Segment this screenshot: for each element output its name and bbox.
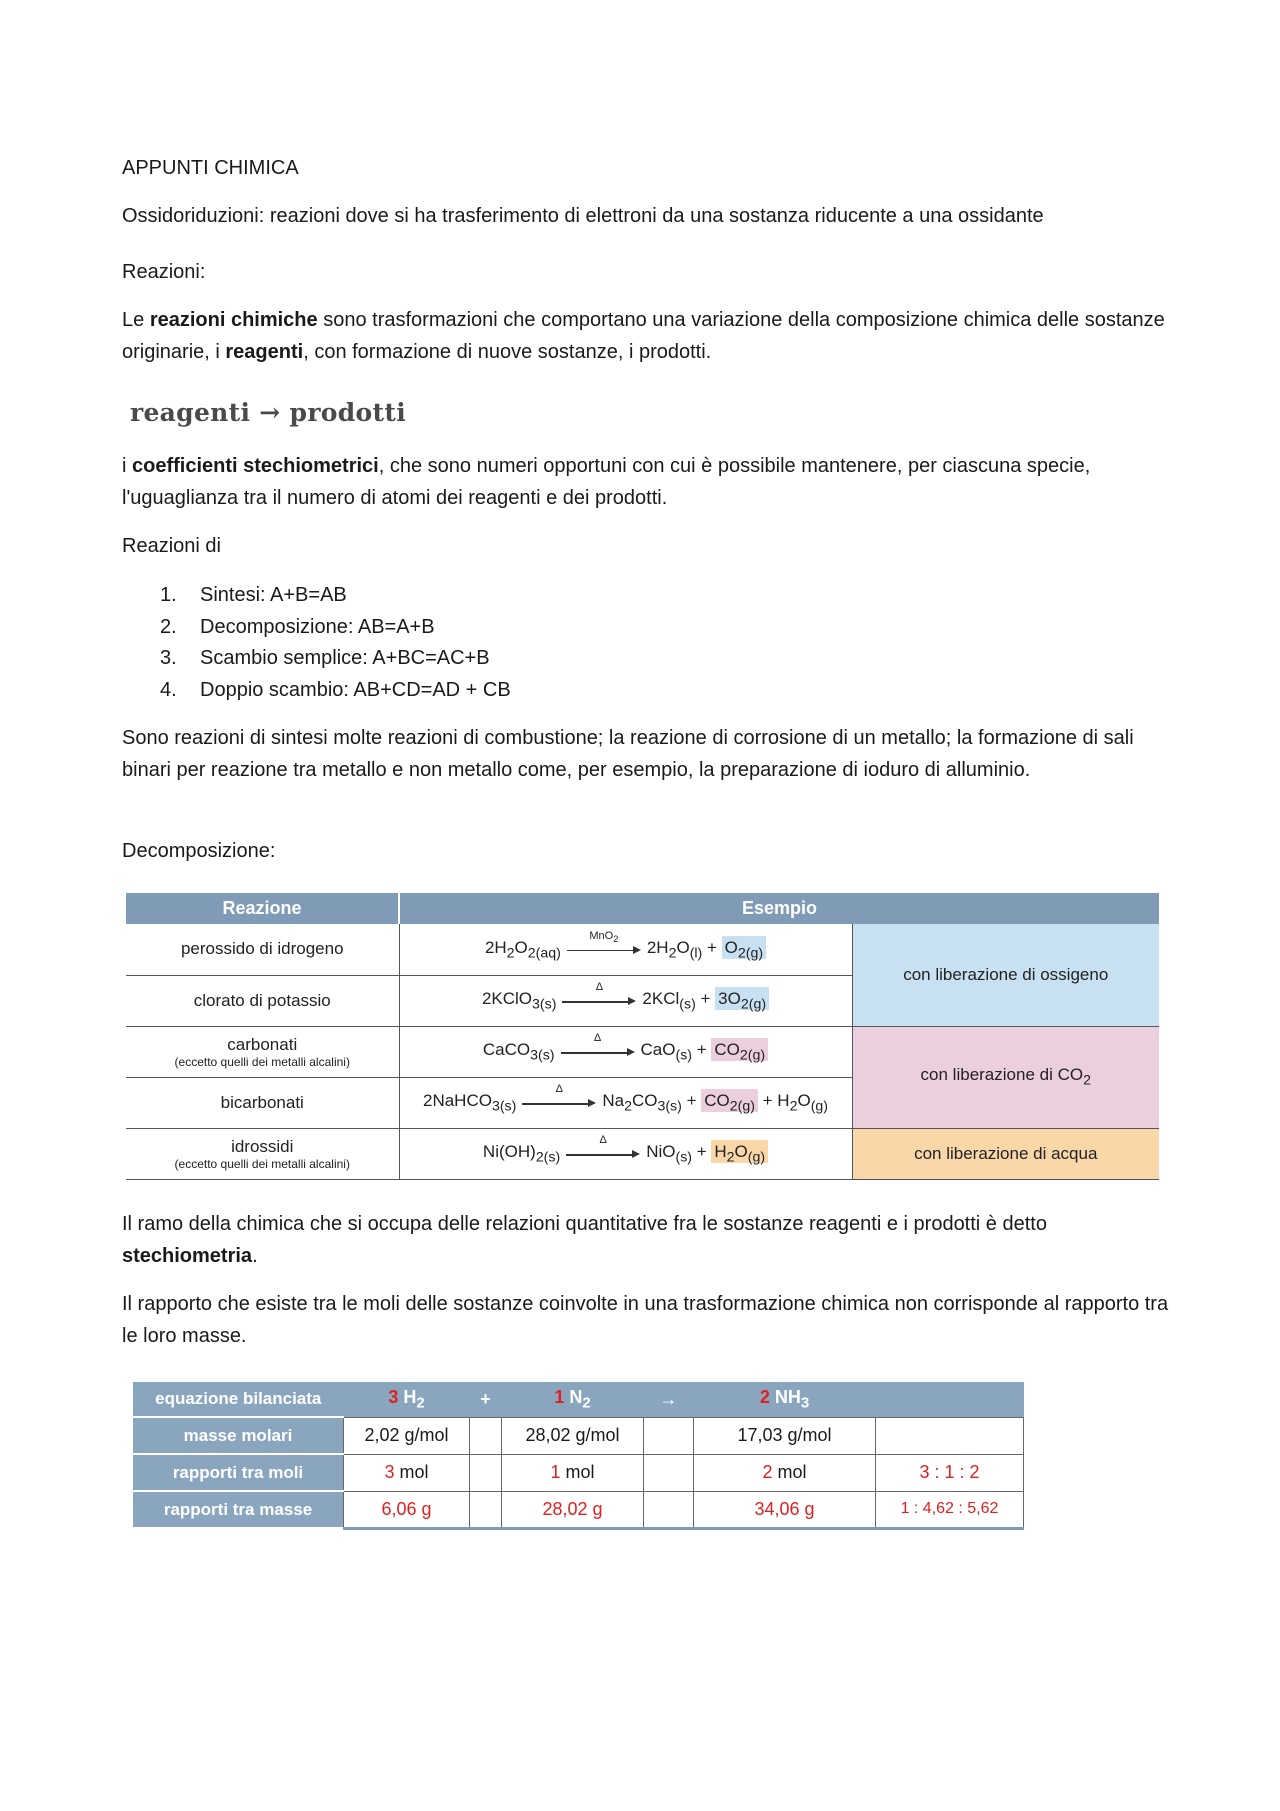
note-co2: con liberazione di $CO_2$ — [852, 1026, 1159, 1128]
definition-paragraph: Le reazioni chimiche sono trasformazioni che comportano una variazione della composizione chimica delle sostanze originarie, i reagenti, con formazione di nuove sostanze, i prodotti. — [122, 309, 1165, 363]
list-item: 3. Scambio semplice: A+BC=AC+B — [160, 647, 490, 669]
label-rapporti-masse: rapporti tra masse — [133, 1491, 344, 1528]
ratio-header — [876, 1382, 1024, 1417]
header-reazione: Reazione — [126, 893, 399, 924]
equation-nahco3: 2NaHCO$_{3(s)}$ Δ $Na_2CO_{3(s)} + CO_{2(g)} + H_2O_{(g)}$ — [399, 1077, 852, 1128]
equation-nioh2: $Ni(OH)_{2(s)}$ Δ $NiO_{(s)} + H_2O_{(g)}$ — [399, 1128, 852, 1179]
row-name: perossido di idrogeno — [126, 924, 399, 975]
moles-nh3: 2 mol — [694, 1454, 876, 1491]
reaction-types-list — [160, 580, 511, 706]
rapporto-paragraph: Il rapporto che esiste tra le moli delle sostanze coinvolte in una trasformazione chimica non corrisponde al rapporto tra le loro masse. — [122, 1293, 1169, 1347]
table-row — [126, 924, 1159, 975]
document-title: APPUNTI CHIMICA — [122, 157, 299, 179]
row-name: idrossidi (eccetto quelli dei metalli alcalini) — [126, 1128, 399, 1179]
list-item: 2. Decomposizione: AB=A+B — [160, 615, 435, 638]
equation-kclo3: 2KClO$_{3(s)}$ Δ $2KCl_{(s)} + 3O_{2(g)}$ — [399, 975, 852, 1026]
label-equazione: equazione bilanciata — [133, 1382, 344, 1417]
reaction-arrow: Δ — [562, 990, 636, 1008]
reaction-arrow: Δ — [566, 1143, 640, 1161]
table-row — [133, 1454, 1024, 1491]
equation-caco3: CaCO$_{3(s)}$ Δ $CaO_{(s)} + CO_{2(g)}$ — [399, 1026, 852, 1077]
list-item: 4. Doppio scambio: AB+CD=AD + CB — [160, 678, 511, 701]
decomposition-table — [126, 893, 1159, 1180]
label-rapporti-moli: rapporti tra moli — [133, 1454, 344, 1491]
equation-h2o2: $2H_2O_{2(aq)}$ MnO$_2$ $2H_2O_{(l)} + O_{2(g)}$ — [399, 924, 852, 975]
mass-h2: 6,06 g — [344, 1491, 470, 1528]
species-n2: 1 $N_2$ — [502, 1382, 644, 1417]
row-name: bicarbonati — [126, 1077, 399, 1128]
table-row — [133, 1382, 1024, 1417]
sintesi-paragraph: Sono reazioni di sintesi molte reazioni di combustione; la reazione di corrosione di un metallo; la formazione di sali binari per reazione tra metallo e non metallo come, per esempio, la preparazione di ioduro di alluminio. — [122, 727, 1134, 781]
mole-ratio: 3 : 1 : 2 — [876, 1454, 1024, 1491]
note-ossigeno: con liberazione di ossigeno — [852, 924, 1159, 1026]
moles-n2: 1 mol — [502, 1454, 644, 1491]
table-row — [126, 1128, 1159, 1179]
stechiometria-paragraph: Il ramo della chimica che si occupa delle relazioni quantitative fra le sostanze reagenti e i prodotti è detto stechiometria. — [122, 1213, 1047, 1267]
species-h2: 3 $H_2$ — [344, 1382, 470, 1417]
ossidoriduzioni-paragraph: Ossidoriduzioni: reazioni dove si ha trasferimento di elettroni da una sostanza riducente a una ossidante — [122, 205, 1044, 227]
mass-n2: 28,02 g — [502, 1491, 644, 1528]
list-item: 1. Sintesi: A+B=AB — [160, 584, 347, 606]
molar-mass-h2: 2,02 g/mol — [344, 1417, 470, 1454]
label-masse-molari: masse molari — [133, 1417, 344, 1454]
species-nh3: 2 $NH_3$ — [694, 1382, 876, 1417]
mass-nh3: 34,06 g — [694, 1491, 876, 1528]
reazioni-di-label: Reazioni di — [122, 535, 221, 557]
coefficients-paragraph: i coefficienti stechiometrici, che sono numeri opportuni con cui è possibile mantenere, per ciascuna specie, l'uguaglianza tra il numero di atomi dei reagenti e dei prodotti. — [122, 455, 1091, 509]
reaction-arrow: MnO$_2$ — [567, 939, 641, 957]
molar-mass-n2: 28,02 g/mol — [502, 1417, 644, 1454]
table-row — [126, 1026, 1159, 1077]
header-esempio: Esempio — [399, 893, 1159, 924]
table-row — [133, 1417, 1024, 1454]
arrow-sign: → — [644, 1382, 694, 1417]
row-name: clorato di potassio — [126, 975, 399, 1026]
moles-h2: 3 mol — [344, 1454, 470, 1491]
plus-sign: + — [470, 1382, 502, 1417]
reaction-arrow: Δ — [522, 1092, 596, 1110]
reazioni-label: Reazioni: — [122, 261, 206, 283]
molar-mass-nh3: 17,03 g/mol — [694, 1417, 876, 1454]
stoichiometry-table — [133, 1382, 1024, 1530]
row-name: carbonati (eccetto quelli dei metalli alcalini) — [126, 1026, 399, 1077]
note-acqua: con liberazione di acqua — [852, 1128, 1159, 1179]
reaction-arrow: Δ — [561, 1041, 635, 1059]
decomposizione-label: Decomposizione: — [122, 840, 276, 862]
reaction-scheme-heading: reagenti → prodotti — [130, 398, 407, 427]
mass-ratio: 1 : 4,62 : 5,62 — [876, 1491, 1024, 1528]
table-row — [133, 1491, 1024, 1528]
